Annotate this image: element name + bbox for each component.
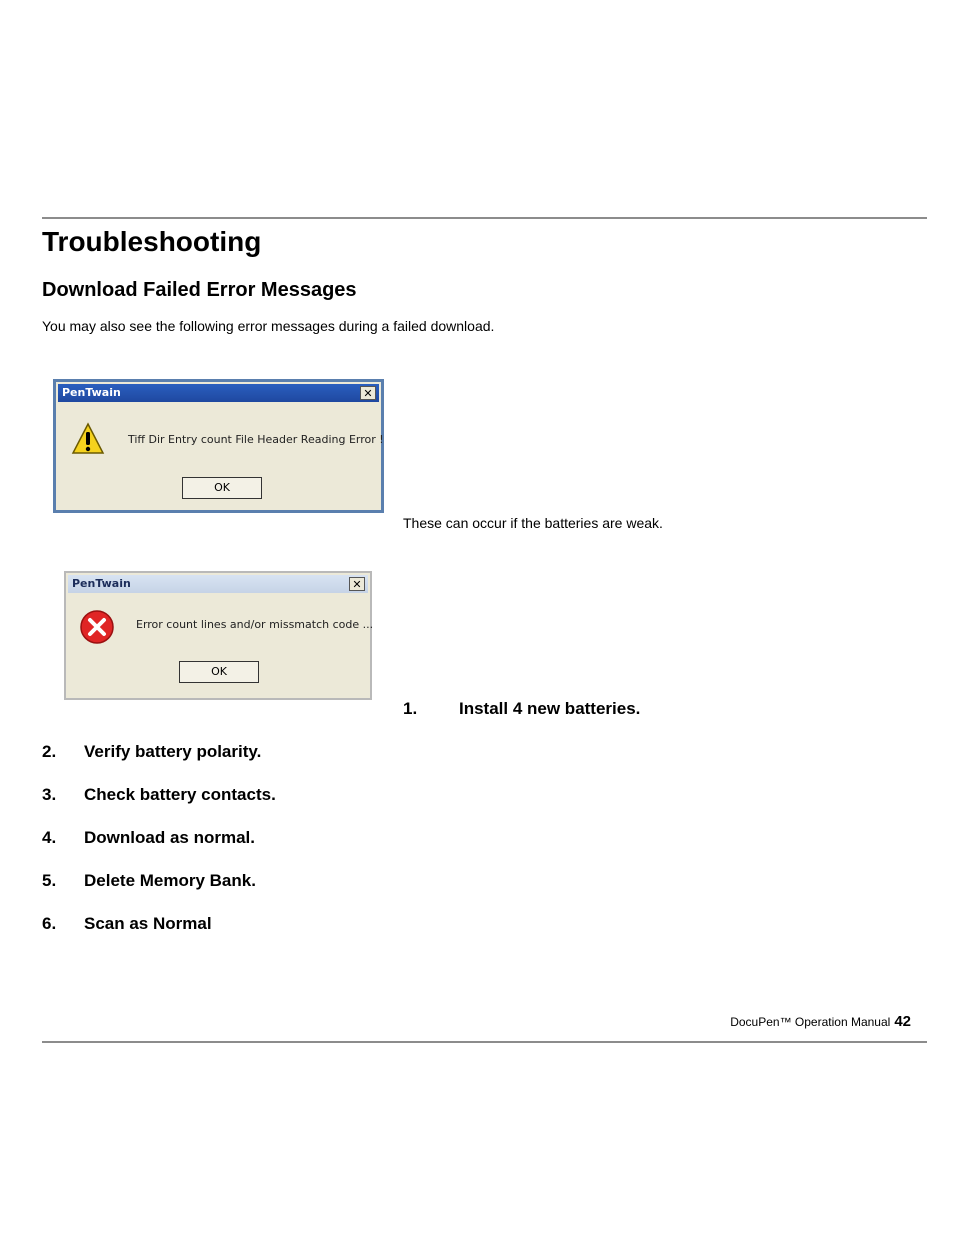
dialog-title: PenTwain — [62, 386, 121, 399]
section-title: Download Failed Error Messages — [42, 279, 357, 301]
error-icon — [79, 609, 115, 645]
ok-button: OK — [182, 477, 262, 499]
dialog-message: Tiff Dir Entry count File Header Reading Error ! — [128, 433, 384, 446]
manual-title: DocuPen™ Operation Manual — [730, 1015, 891, 1029]
step-number: 3. — [42, 785, 57, 804]
dialog-message: Error count lines and/or missmatch code ... — [136, 618, 374, 631]
warning-dialog-screenshot — [53, 379, 384, 513]
intro-text: You may also see the following error messages during a failed download. — [42, 318, 495, 334]
step-number: 6. — [42, 914, 57, 933]
step-number: 4. — [42, 828, 57, 847]
step-number: 2. — [42, 742, 57, 761]
step-text: Delete Memory Bank. — [84, 871, 256, 890]
error-dialog-screenshot — [64, 571, 372, 700]
page-number: 42 — [894, 1013, 911, 1030]
step-number: 1. — [403, 699, 418, 718]
dialog-title: PenTwain — [72, 577, 131, 590]
dialog-titlebar — [58, 384, 379, 402]
warning-icon — [71, 422, 105, 456]
step-text: Verify battery polarity. — [84, 742, 262, 761]
list-item — [403, 699, 703, 721]
step-text: Check battery contacts. — [84, 785, 276, 804]
close-icon: ✕ — [360, 386, 376, 400]
page-title: Troubleshooting — [42, 226, 262, 257]
list-item — [42, 914, 342, 936]
list-item — [42, 742, 342, 764]
top-rule — [42, 217, 927, 219]
dialog-titlebar — [68, 575, 368, 593]
list-item — [42, 828, 342, 850]
battery-note: These can occur if the batteries are weak. — [403, 515, 663, 531]
step-number: 5. — [42, 871, 57, 890]
step-text: Download as normal. — [84, 828, 255, 847]
step-text: Scan as Normal — [84, 914, 212, 933]
close-icon: ✕ — [349, 577, 365, 591]
step-text: Install 4 new batteries. — [459, 699, 641, 718]
page-footer — [730, 1013, 911, 1030]
bottom-rule — [42, 1041, 927, 1043]
list-item — [42, 871, 342, 893]
list-item — [42, 785, 342, 807]
ok-button: OK — [179, 661, 259, 683]
